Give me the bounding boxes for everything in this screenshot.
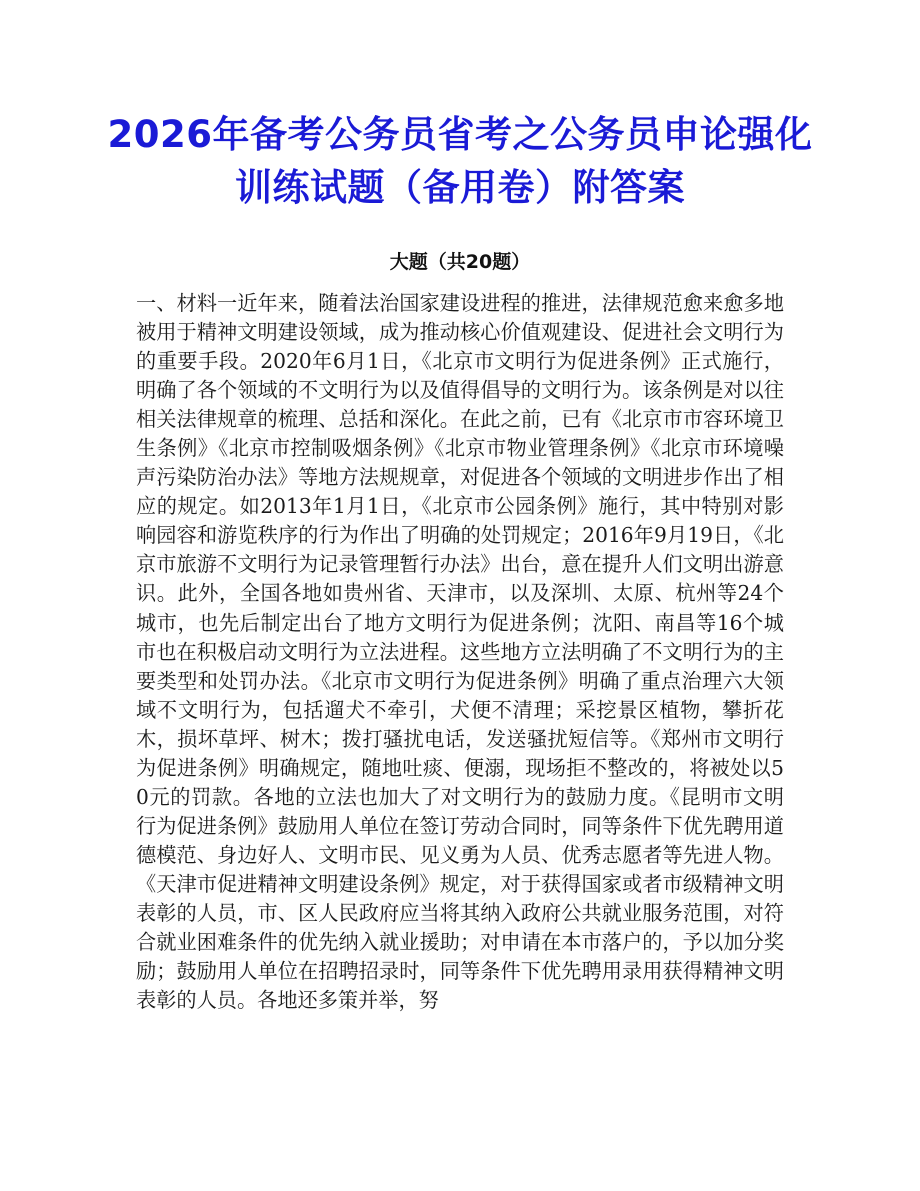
document-title: 2026年备考公务员省考之公务员申论强化训练试题（备用卷）附答案 bbox=[107, 113, 813, 209]
section-heading: 大题（共20题） bbox=[389, 251, 531, 273]
question-paragraph: 一、材料一近年来，随着法治国家建设进程的推进，法律规范愈来愈多地被用于精神文明建设领域，成为推动核心价值观建设、促进社会文明行为的重要手段。2020年6月1日，《北京市文明行为促进条例》正式施行，明确了各个领域的不文明行为以及值得倡导的文明行为。该条例是对以往相关法律规章的梳理、总括和深化。在此之前，已有《北京市市容环境卫生条例》《北京市控制吸烟条例》《北京市物业管理条例》《北京市环境噪声污染防治办法》等地方法规规章，对促进各个领域的文明进步作出了相应的规定。如2013年1月1日，《北京市公园条例》施行，其中特别对影响园容和游览秩序的行为作出了明确的处罚规定；2016年9月19日，《北京市旅游不文明行为记录管理暂行办法》出台，意在提升人们文明出游意识。此外，全国各地如贵州省、天津市，以及深圳、太原、杭州等24个城市，也先后制定出台了地方文明行为促进条例；沈阳、南昌等16个城市也在积极启动文明行为立法进程。这些地方立法明确了不文明行为的主要类型和处罚办法。《北京市文明行为促进条例》明确了重点治理六大领域不文明行为，包括遛犬不牵引，犬便不清理；采挖景区植物，攀折花木，损坏草坪、树木；拨打骚扰电话，发送骚扰短信等。《郑州市文明行为促进条例》明确规定，随地吐痰、便溺，现场拒不整改的，将被处以50元的罚款。各地的立法也加大了对文明行为的鼓励力度。《昆明市文明行为促进条例》鼓励用人单位在签订劳动合同时，同等条件下优先聘用道德模范、身边好人、文明市民、见义勇为人员、优秀志愿者等先进人物。《天津市促进精神文明建设条例》规定，对于获得国家或者市级精神文明表彰的人员，市、区人民政府应当将其纳入政府公共就业服务范围，对符合就业困难条件的优先纳入就业援助；对申请在本市落户的，予以加分奖励；鼓励用人单位在招聘招录时，同等条件下优先聘用录用获得精神文明表彰的人员。各地还多策并举，努 bbox=[136, 291, 784, 1013]
